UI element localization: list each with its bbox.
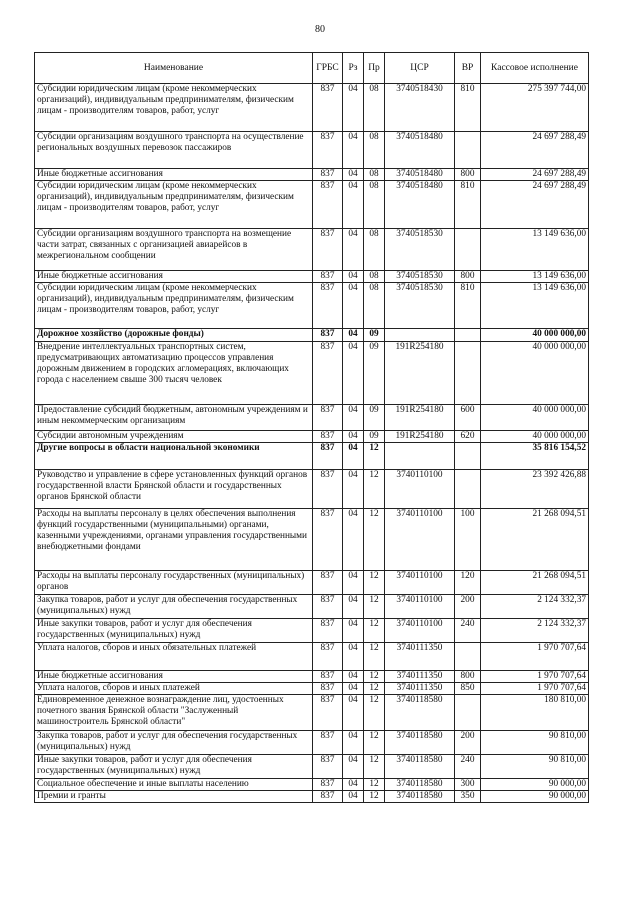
row-vr: 800 [455, 169, 481, 181]
row-sum: 35 816 154,52 [481, 443, 589, 470]
row-rz: 04 [343, 683, 364, 695]
row-rz: 04 [343, 695, 364, 731]
row-pr: 08 [364, 132, 385, 169]
row-name: Субсидии юридическим лицам (кроме некоммерческих организаций), индивидуальным предпринимателям, физическим лицам - производителям товаров, работ, услуг [35, 181, 313, 229]
row-sum: 180 810,00 [481, 695, 589, 731]
row-sum: 2 124 332,37 [481, 595, 589, 619]
row-sum: 1 970 707,64 [481, 643, 589, 671]
table-row [35, 405, 589, 431]
row-sum: 13 149 636,00 [481, 283, 589, 329]
row-pr: 12 [364, 571, 385, 595]
table-row [35, 229, 589, 271]
row-sum: 90 000,00 [481, 779, 589, 791]
row-rz: 04 [343, 443, 364, 470]
row-vr [455, 132, 481, 169]
row-pr: 09 [364, 405, 385, 431]
table-row [35, 571, 589, 595]
row-grbs: 837 [313, 431, 343, 443]
row-grbs: 837 [313, 229, 343, 271]
row-grbs: 837 [313, 329, 343, 342]
row-pr: 12 [364, 671, 385, 683]
row-sum: 13 149 636,00 [481, 229, 589, 271]
row-pr: 12 [364, 731, 385, 755]
row-rz: 04 [343, 84, 364, 132]
row-pr: 08 [364, 229, 385, 271]
row-rz: 04 [343, 755, 364, 779]
row-vr [455, 443, 481, 470]
row-sum: 40 000 000,00 [481, 329, 589, 342]
row-pr: 09 [364, 342, 385, 405]
row-rz: 04 [343, 229, 364, 271]
row-rz: 04 [343, 405, 364, 431]
row-sum: 1 970 707,64 [481, 671, 589, 683]
row-grbs: 837 [313, 643, 343, 671]
row-rz: 04 [343, 791, 364, 803]
row-vr: 600 [455, 405, 481, 431]
row-pr: 09 [364, 431, 385, 443]
row-pr: 12 [364, 470, 385, 509]
row-grbs: 837 [313, 271, 343, 283]
row-rz: 04 [343, 731, 364, 755]
row-vr [455, 329, 481, 342]
table-row [35, 779, 589, 791]
row-sum: 13 149 636,00 [481, 271, 589, 283]
row-csr: 191R254180 [385, 431, 455, 443]
row-vr [455, 695, 481, 731]
row-rz: 04 [343, 571, 364, 595]
table-row [35, 671, 589, 683]
row-sum: 90 810,00 [481, 755, 589, 779]
row-csr: 3740518530 [385, 271, 455, 283]
row-sum: 275 397 744,00 [481, 84, 589, 132]
row-vr: 800 [455, 671, 481, 683]
row-name: Уплата налогов, сборов и иных платежей [35, 683, 313, 695]
row-vr [455, 342, 481, 405]
row-sum: 1 970 707,64 [481, 683, 589, 695]
table-row [35, 695, 589, 731]
row-pr: 09 [364, 329, 385, 342]
table-row [35, 470, 589, 509]
row-grbs: 837 [313, 169, 343, 181]
table-row [35, 84, 589, 132]
row-rz: 04 [343, 342, 364, 405]
table-row [35, 731, 589, 755]
table-body [35, 84, 589, 803]
row-name: Иные бюджетные ассигнования [35, 271, 313, 283]
row-csr: 3740118580 [385, 779, 455, 791]
row-sum: 40 000 000,00 [481, 431, 589, 443]
row-csr: 3740118580 [385, 695, 455, 731]
row-csr [385, 329, 455, 342]
row-name: Закупка товаров, работ и услуг для обеспечения государственных (муниципальных) нужд [35, 595, 313, 619]
row-vr: 200 [455, 731, 481, 755]
table-row [35, 683, 589, 695]
row-grbs: 837 [313, 342, 343, 405]
row-vr: 800 [455, 271, 481, 283]
row-sum: 24 697 288,49 [481, 132, 589, 169]
row-rz: 04 [343, 595, 364, 619]
row-rz: 04 [343, 132, 364, 169]
header-rz: Рз [343, 53, 364, 84]
table-row [35, 329, 589, 342]
row-grbs: 837 [313, 181, 343, 229]
row-grbs: 837 [313, 683, 343, 695]
table-row [35, 132, 589, 169]
row-vr: 810 [455, 181, 481, 229]
row-pr: 08 [364, 169, 385, 181]
table-row [35, 755, 589, 779]
row-csr: 3740518530 [385, 229, 455, 271]
row-pr: 12 [364, 643, 385, 671]
header-pr: Пр [364, 53, 385, 84]
row-vr: 120 [455, 571, 481, 595]
row-vr: 810 [455, 84, 481, 132]
row-rz: 04 [343, 181, 364, 229]
row-pr: 12 [364, 443, 385, 470]
row-csr: 3740110100 [385, 509, 455, 571]
row-vr [455, 643, 481, 671]
table-row [35, 791, 589, 803]
row-grbs: 837 [313, 619, 343, 643]
row-grbs: 837 [313, 405, 343, 431]
row-sum: 90 000,00 [481, 791, 589, 803]
row-sum: 24 697 288,49 [481, 181, 589, 229]
row-grbs: 837 [313, 470, 343, 509]
row-name: Субсидии юридическим лицам (кроме некоммерческих организаций), индивидуальным предпринимателям, физическим лицам - производителям товаров, работ, услуг [35, 84, 313, 132]
table-row [35, 342, 589, 405]
row-csr: 3740110100 [385, 595, 455, 619]
row-vr: 850 [455, 683, 481, 695]
row-grbs: 837 [313, 695, 343, 731]
table-row [35, 509, 589, 571]
row-csr: 3740118580 [385, 791, 455, 803]
row-grbs: 837 [313, 791, 343, 803]
row-rz: 04 [343, 283, 364, 329]
row-rz: 04 [343, 470, 364, 509]
row-vr [455, 229, 481, 271]
row-rz: 04 [343, 671, 364, 683]
row-csr: 3740518480 [385, 132, 455, 169]
row-grbs: 837 [313, 132, 343, 169]
row-pr: 12 [364, 509, 385, 571]
row-name: Иные закупки товаров, работ и услуг для обеспечения государственных (муниципальных) нужд [35, 619, 313, 643]
row-pr: 12 [364, 595, 385, 619]
row-csr: 3740111350 [385, 683, 455, 695]
table-row [35, 283, 589, 329]
row-csr: 191R254180 [385, 342, 455, 405]
table-row [35, 643, 589, 671]
row-grbs: 837 [313, 671, 343, 683]
row-pr: 08 [364, 271, 385, 283]
row-pr: 12 [364, 791, 385, 803]
row-csr: 3740110100 [385, 571, 455, 595]
row-csr: 3740518480 [385, 169, 455, 181]
row-pr: 12 [364, 755, 385, 779]
table-row [35, 443, 589, 470]
row-csr: 3740118580 [385, 731, 455, 755]
table-row [35, 619, 589, 643]
row-name: Иные бюджетные ассигнования [35, 169, 313, 181]
row-pr: 08 [364, 283, 385, 329]
row-name: Премии и гранты [35, 791, 313, 803]
row-grbs: 837 [313, 731, 343, 755]
row-rz: 04 [343, 431, 364, 443]
header-name: Наименование [35, 53, 313, 84]
row-rz: 04 [343, 779, 364, 791]
row-rz: 04 [343, 643, 364, 671]
row-vr: 100 [455, 509, 481, 571]
row-sum: 90 810,00 [481, 731, 589, 755]
table-row [35, 271, 589, 283]
row-csr: 3740118580 [385, 755, 455, 779]
row-grbs: 837 [313, 595, 343, 619]
row-grbs: 837 [313, 571, 343, 595]
row-rz: 04 [343, 271, 364, 283]
row-csr: 3740111350 [385, 671, 455, 683]
row-rz: 04 [343, 329, 364, 342]
row-vr: 300 [455, 779, 481, 791]
row-vr: 200 [455, 595, 481, 619]
row-csr: 3740111350 [385, 643, 455, 671]
row-pr: 12 [364, 683, 385, 695]
row-csr [385, 443, 455, 470]
table-row [35, 169, 589, 181]
row-name: Другие вопросы в области национальной экономики [35, 443, 313, 470]
row-name: Расходы на выплаты персоналу государственных (муниципальных) органов [35, 571, 313, 595]
row-name: Внедрение интеллектуальных транспортных систем, предусматривающих автоматизацию процессов управления дорожным движением в городских агломерациях, включающих города с населением свыше 300 тысяч человек [35, 342, 313, 405]
header-csr: ЦСР [385, 53, 455, 84]
row-name: Субсидии юридическим лицам (кроме некоммерческих организаций), индивидуальным предпринимателям, физическим лицам - производителям товаров, работ, услуг [35, 283, 313, 329]
row-grbs: 837 [313, 443, 343, 470]
row-rz: 04 [343, 619, 364, 643]
row-grbs: 837 [313, 283, 343, 329]
budget-table [34, 52, 589, 803]
row-rz: 04 [343, 509, 364, 571]
row-csr: 3740110100 [385, 470, 455, 509]
row-csr: 3740518480 [385, 181, 455, 229]
row-name: Дорожное хозяйство (дорожные фонды) [35, 329, 313, 342]
row-grbs: 837 [313, 755, 343, 779]
row-vr: 240 [455, 755, 481, 779]
row-grbs: 837 [313, 509, 343, 571]
row-csr: 3740110100 [385, 619, 455, 643]
row-name: Единовременное денежное вознаграждение лиц, удостоенных почетного звания Брянской области "Заслуженный машиностроитель Брянской области" [35, 695, 313, 731]
row-vr: 240 [455, 619, 481, 643]
row-name: Закупка товаров, работ и услуг для обеспечения государственных (муниципальных) нужд [35, 731, 313, 755]
table-header-row [35, 53, 589, 84]
row-pr: 08 [364, 84, 385, 132]
row-sum: 2 124 332,37 [481, 619, 589, 643]
row-name: Предоставление субсидий бюджетным, автономным учреждениям и иным некоммерческим организациям [35, 405, 313, 431]
row-name: Руководство и управление в сфере установленных функций органов государственной власти Брянской области и государственных органов Брянской области [35, 470, 313, 509]
row-name: Субсидии автономным учреждениям [35, 431, 313, 443]
row-vr [455, 470, 481, 509]
table-row [35, 595, 589, 619]
row-name: Расходы на выплаты персоналу в целях обеспечения выполнения функций государственными (муниципальными) органами, казенными учреждениями, органами управления государственными внебюджетными фондами [35, 509, 313, 571]
row-rz: 04 [343, 169, 364, 181]
row-sum: 21 268 094,51 [481, 509, 589, 571]
row-csr: 191R254180 [385, 405, 455, 431]
row-name: Уплата налогов, сборов и иных обязательных платежей [35, 643, 313, 671]
row-name: Иные закупки товаров, работ и услуг для обеспечения государственных (муниципальных) нужд [35, 755, 313, 779]
header-vr: ВР [455, 53, 481, 84]
row-name: Субсидии организациям воздушного транспорта на возмещение части затрат, связанных с организацией авиарейсов в межрегиональном сообщении [35, 229, 313, 271]
page-number: 80 [315, 24, 325, 35]
row-pr: 12 [364, 619, 385, 643]
row-csr: 3740518430 [385, 84, 455, 132]
row-sum: 40 000 000,00 [481, 342, 589, 405]
row-name: Социальное обеспечение и иные выплаты населению [35, 779, 313, 791]
row-name: Иные бюджетные ассигнования [35, 671, 313, 683]
row-grbs: 837 [313, 779, 343, 791]
row-sum: 40 000 000,00 [481, 405, 589, 431]
row-vr: 620 [455, 431, 481, 443]
row-pr: 08 [364, 181, 385, 229]
row-sum: 21 268 094,51 [481, 571, 589, 595]
row-name: Субсидии организациям воздушного транспорта на осуществление региональных воздушных перевозок пассажиров [35, 132, 313, 169]
row-pr: 12 [364, 779, 385, 791]
row-vr: 810 [455, 283, 481, 329]
header-sum: Кассовое исполнение [481, 53, 589, 84]
row-sum: 23 392 426,88 [481, 470, 589, 509]
row-grbs: 837 [313, 84, 343, 132]
row-csr: 3740518530 [385, 283, 455, 329]
header-grbs: ГРБС [313, 53, 343, 84]
table-row [35, 181, 589, 229]
table-row [35, 431, 589, 443]
row-vr: 350 [455, 791, 481, 803]
row-sum: 24 697 288,49 [481, 169, 589, 181]
row-pr: 12 [364, 695, 385, 731]
